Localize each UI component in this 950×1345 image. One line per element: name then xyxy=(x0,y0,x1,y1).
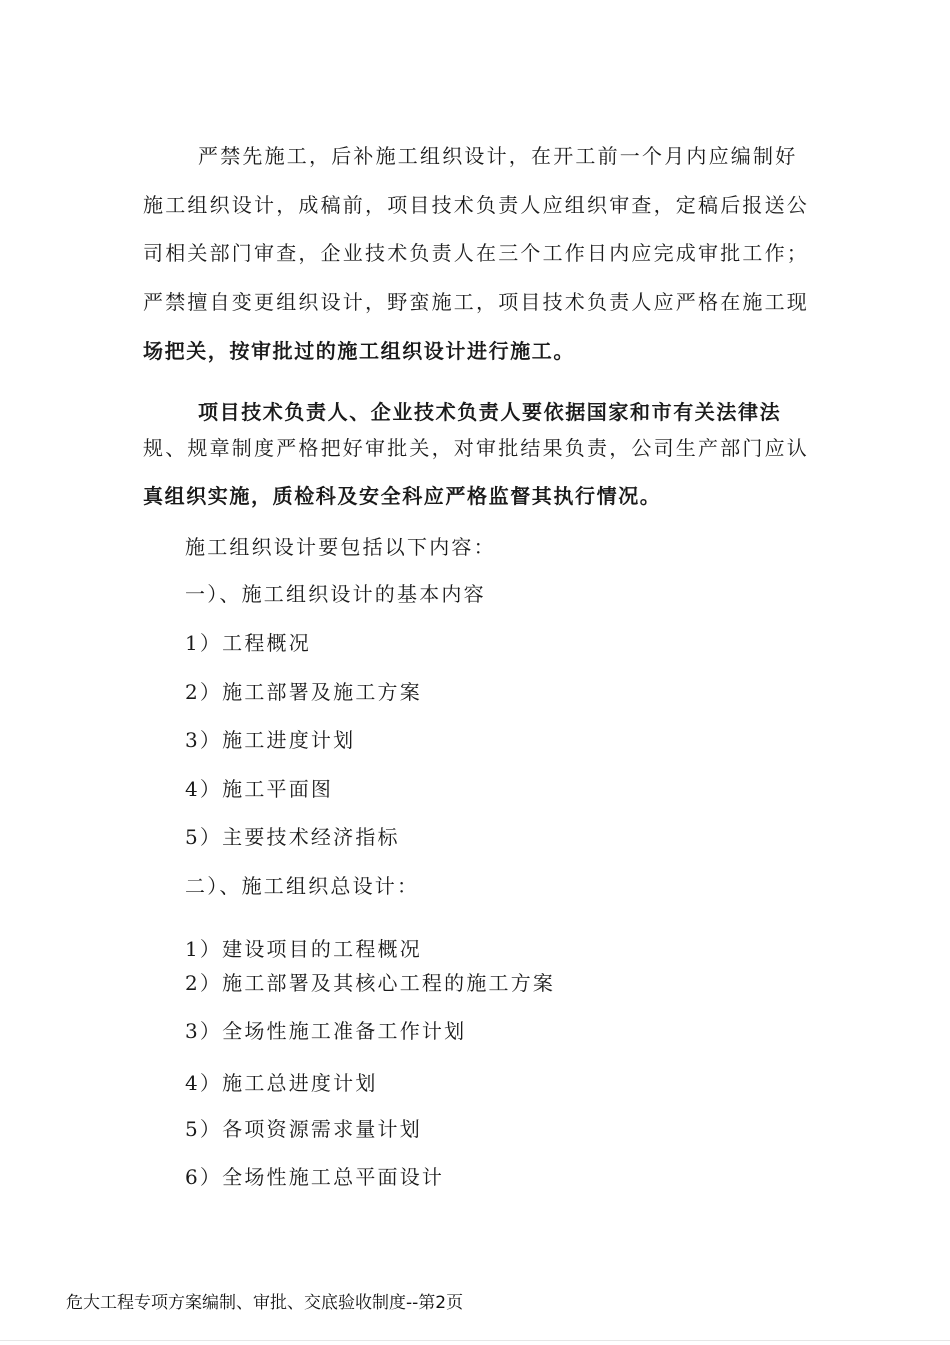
section-1-heading: 一）、施工组织设计的基本内容 xyxy=(185,582,486,606)
section-2-item: 3）全场性施工准备工作计划 xyxy=(185,1019,467,1043)
section-2-item: 2）施工部署及其核心工程的施工方案 xyxy=(185,971,556,995)
paragraph-1-line-4: 严禁擅自变更组织设计，野蛮施工，项目技术负责人应严格在施工现 xyxy=(143,290,809,314)
section-1-item: 4）施工平面图 xyxy=(185,777,334,801)
paragraph-2-line-2: 规、规章制度严格把好审批关，对审批结果负责，公司生产部门应认 xyxy=(143,436,809,460)
paragraph-1-line-1: 严禁先施工，后补施工组织设计，在开工前一个月内应编制好 xyxy=(198,144,798,168)
paragraph-1-line-2: 施工组织设计，成稿前，项目技术负责人应组织审查，定稿后报送公 xyxy=(143,193,809,217)
paragraph-1-line-5: 场把关，按审批过的施工组织设计进行施工。 xyxy=(143,339,575,363)
section-2-item: 6）全场性施工总平面设计 xyxy=(185,1165,445,1189)
section-2-item: 1）建设项目的工程概况 xyxy=(185,937,422,961)
paragraph-2-line-3: 真组织实施，质检科及安全科应严格监督其执行情况。 xyxy=(143,484,662,508)
section-2-item: 4）施工总进度计划 xyxy=(185,1071,378,1095)
paragraph-2-line-1: 项目技术负责人、企业技术负责人要依据国家和市有关法律法 xyxy=(198,400,782,424)
section-1-item: 1）工程概况 xyxy=(185,631,311,655)
section-2-heading: 二）、施工组织总设计： xyxy=(185,874,420,898)
contents-intro: 施工组织设计要包括以下内容： xyxy=(185,535,496,559)
section-1-item: 2）施工部署及施工方案 xyxy=(185,680,422,704)
section-1-item: 5）主要技术经济指标 xyxy=(185,825,400,849)
paragraph-1-line-3: 司相关部门审查，企业技术负责人在三个工作日内应完成审批工作； xyxy=(143,241,809,265)
section-2-item: 5）各项资源需求量计划 xyxy=(185,1117,422,1141)
section-1-item: 3）施工进度计划 xyxy=(185,728,356,752)
bottom-divider xyxy=(0,1340,950,1341)
page-footer: 危大工程专项方案编制、审批、交底验收制度--第2页 xyxy=(66,1293,464,1313)
